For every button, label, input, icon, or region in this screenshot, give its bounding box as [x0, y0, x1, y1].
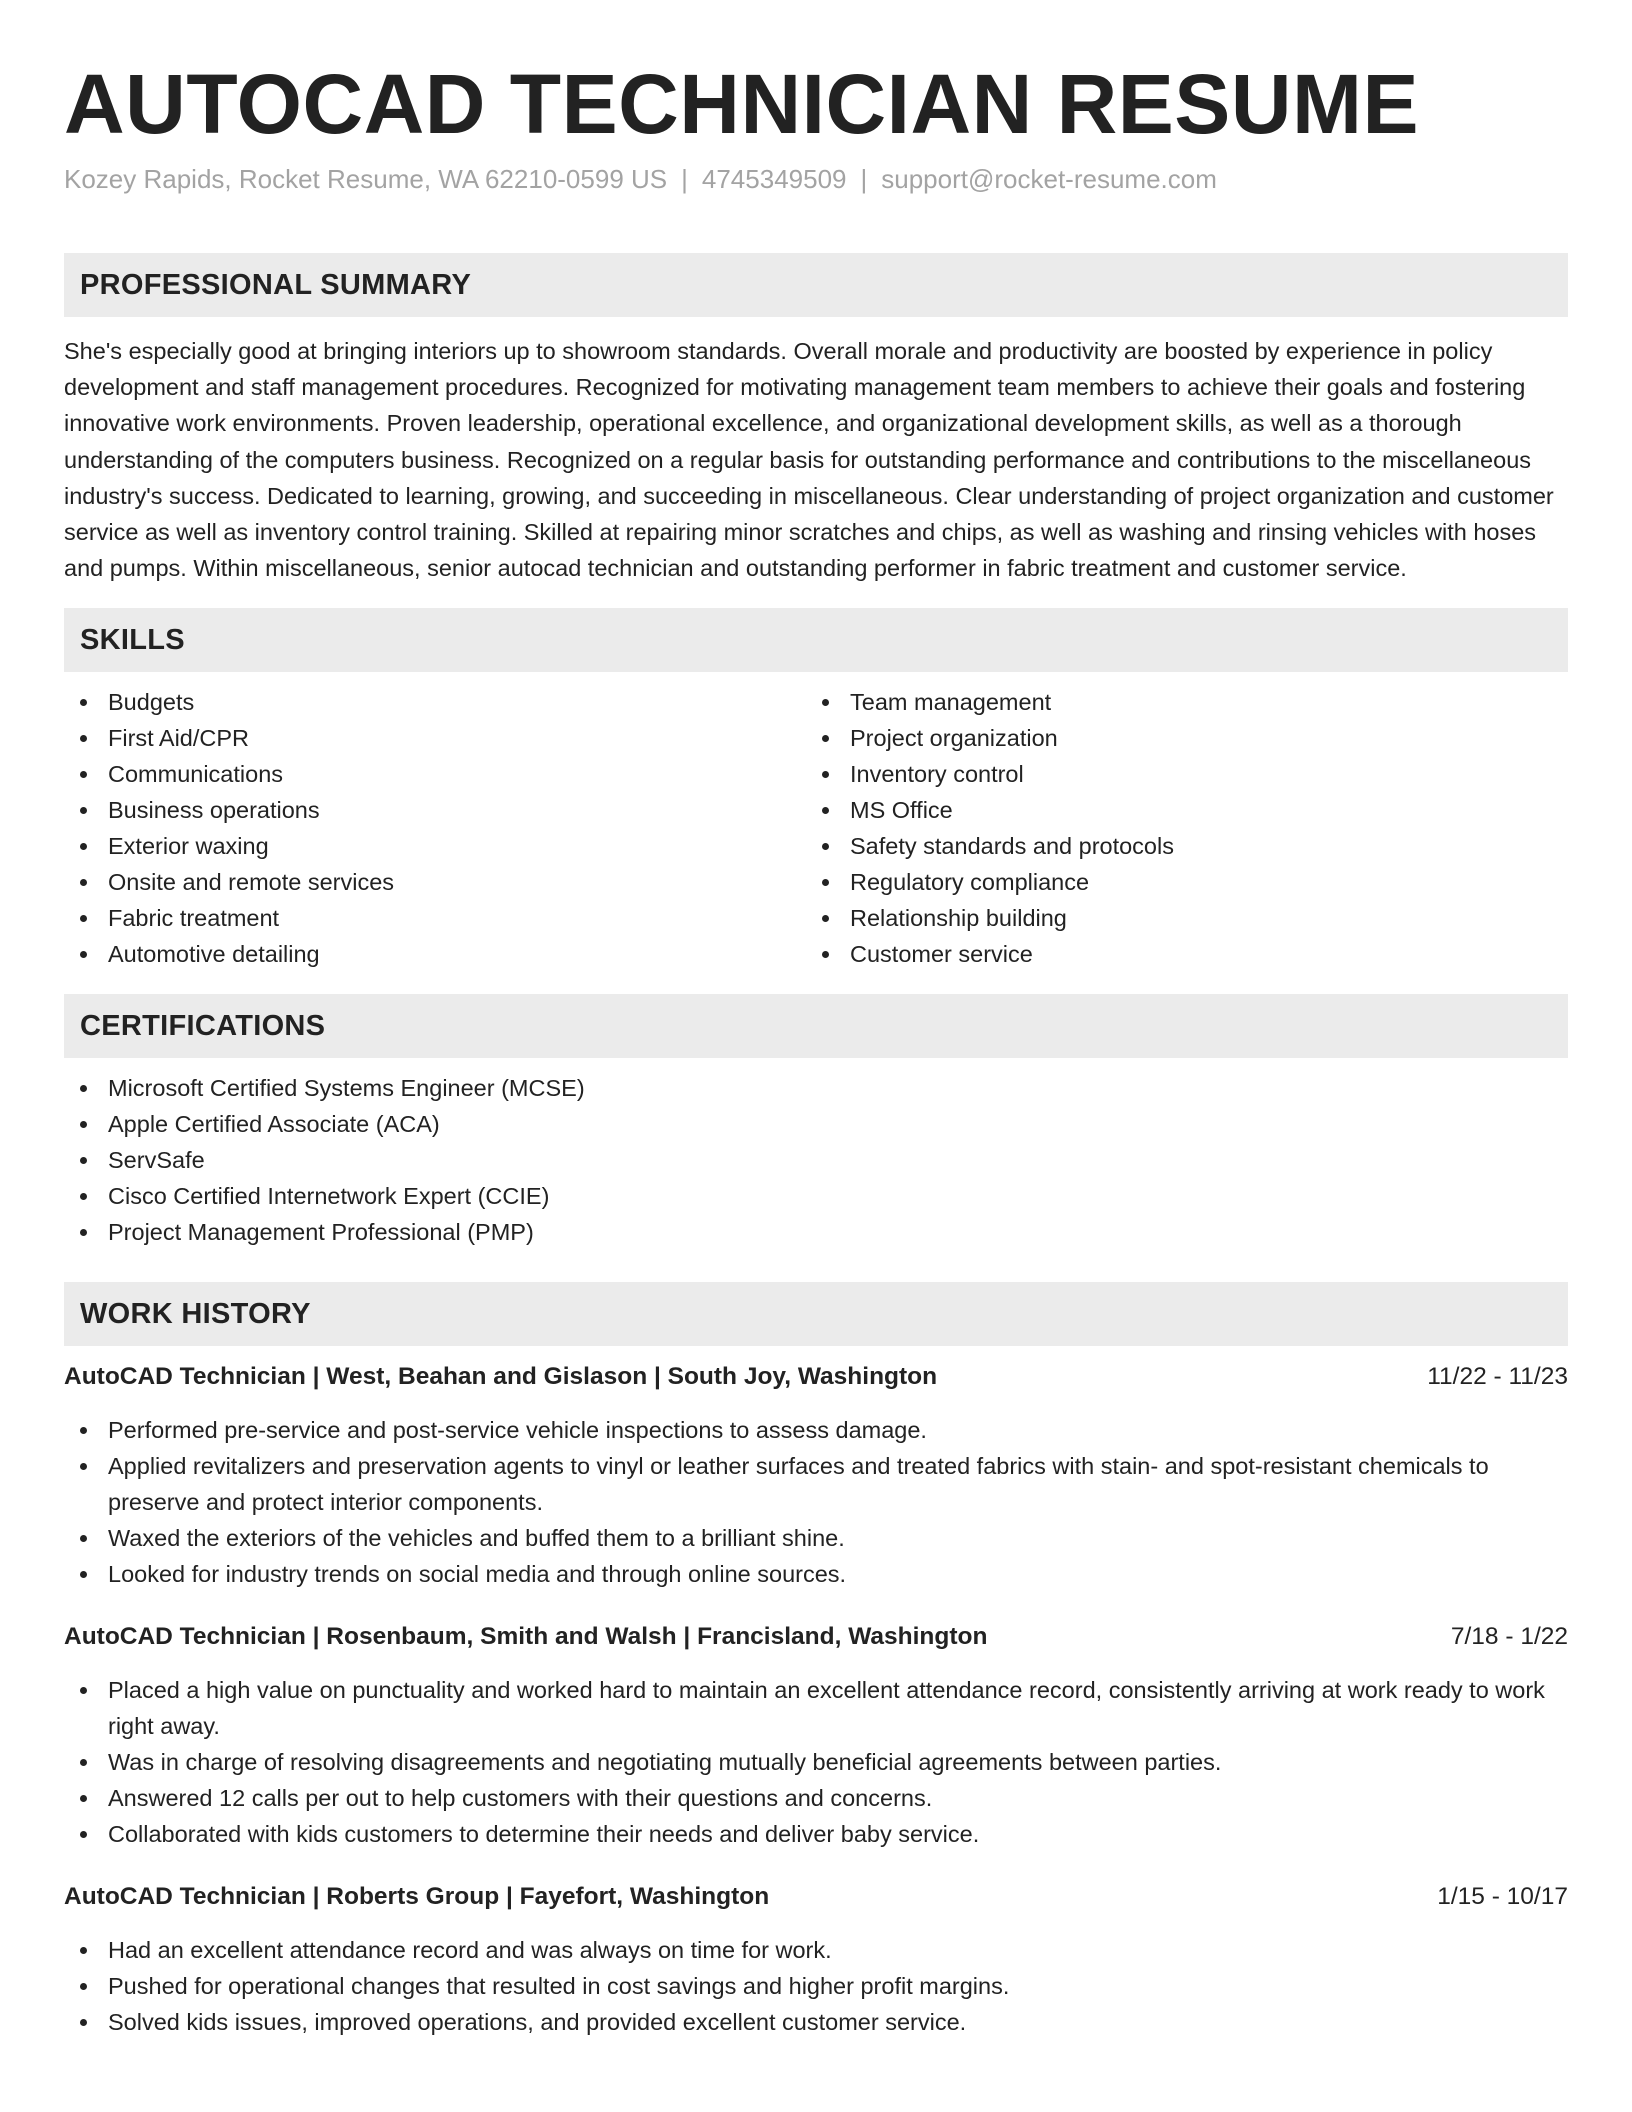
job-bullets — [64, 1932, 1568, 2040]
resume-title: AUTOCAD TECHNICIAN RESUME — [64, 57, 1419, 151]
skills-column-left — [64, 684, 806, 972]
skill-item: Business operations — [64, 792, 806, 828]
contact-separator: | — [860, 164, 868, 194]
work-history-section-header — [64, 1282, 1568, 1346]
certification-item: ServSafe — [64, 1142, 1568, 1178]
skills-heading: SKILLS — [80, 623, 185, 656]
skills-section-header — [64, 608, 1568, 672]
job-bullet: Collaborated with kids customers to determine their needs and deliver baby service. — [64, 1816, 1568, 1852]
skill-item: Exterior waxing — [64, 828, 806, 864]
skill-item: Inventory control — [806, 756, 1548, 792]
job-bullet: Pushed for operational changes that resulted in cost savings and higher profit margins. — [64, 1968, 1568, 2004]
job-bullets — [64, 1672, 1568, 1852]
job-bullet: Looked for industry trends on social media and through online sources. — [64, 1556, 1568, 1592]
skill-item: Safety standards and protocols — [806, 828, 1548, 864]
skill-item: Customer service — [806, 936, 1548, 972]
job-entry — [64, 1360, 1568, 1592]
job-bullet: Performed pre-service and post-service vehicle inspections to assess damage. — [64, 1412, 1568, 1448]
skill-item: Relationship building — [806, 900, 1548, 936]
job-entry — [64, 1620, 1568, 1852]
skill-item: Project organization — [806, 720, 1548, 756]
job-entry — [64, 1880, 1568, 2040]
skill-item: Regulatory compliance — [806, 864, 1548, 900]
job-bullet: Applied revitalizers and preservation agents to vinyl or leather surfaces and treated fabrics with stain- and spot-resistant chemicals to preserve and protect interior components. — [64, 1448, 1568, 1520]
contact-phone: 4745349509 — [701, 164, 847, 194]
job-dates: 11/22 - 11/23 — [1427, 1363, 1568, 1391]
certifications-list — [64, 1070, 1568, 1250]
job-bullets — [64, 1412, 1568, 1592]
certification-item: Cisco Certified Internetwork Expert (CCIE) — [64, 1178, 1568, 1214]
job-title: AutoCAD Technician | West, Beahan and Gislason | South Joy, Washington — [64, 1363, 938, 1391]
skills-list-right — [806, 684, 1548, 972]
job-header — [64, 1360, 1568, 1394]
job-title: AutoCAD Technician | Rosenbaum, Smith and Walsh | Francisland, Washington — [64, 1623, 988, 1651]
job-dates: 7/18 - 1/22 — [1450, 1623, 1568, 1651]
certification-item: Project Management Professional (PMP) — [64, 1214, 1568, 1250]
job-bullet: Solved kids issues, improved operations, and provided excellent customer service. — [64, 2004, 1568, 2040]
skill-item: Budgets — [64, 684, 806, 720]
contact-separator: | — [681, 164, 688, 194]
certification-item: Apple Certified Associate (ACA) — [64, 1106, 1568, 1142]
resume-page — [64, 0, 1568, 2040]
summary-text: She's especially good at bringing interiors up to showroom standards. Overall morale and productivity are boosted by experience in policy development and staff management procedures. Recognized for motivating management team members to achieve their goals and fostering innovative work environments. Proven leadership, operational excellence, and organizational development skills, as well as a thorough understanding of the computers business. Recognized on a regular basis for outstanding performance and contributions to the miscellaneous industry's success. Dedicated to learning, growing, and succeeding in miscellaneous. Clear understanding of project organization and customer service as well as inventory control training. Skilled at repairing minor scratches and chips, as well as washing and rinsing vehicles with hoses and pumps. Within miscellaneous, senior autocad technician and outstanding performer in fabric treatment and customer service. — [64, 338, 1554, 582]
job-bullet: Waxed the exteriors of the vehicles and buffed them to a brilliant shine. — [64, 1520, 1568, 1556]
skills-grid — [64, 684, 1568, 972]
job-bullet: Was in charge of resolving disagreements and negotiating mutually beneficial agreements between parties. — [64, 1744, 1568, 1780]
skills-list-left — [64, 684, 806, 972]
contact-address: Kozey Rapids, Rocket Resume, WA 62210-0599 US — [64, 164, 668, 194]
contact-line — [64, 162, 1568, 196]
work-history-heading: WORK HISTORY — [80, 1297, 311, 1330]
contact-email[interactable]: support@rocket-resume.com — [881, 164, 1217, 194]
skills-column-right — [806, 684, 1548, 972]
job-bullet: Placed a high value on punctuality and worked hard to maintain an excellent attendance record, consistently arriving at work ready to work right away. — [64, 1672, 1568, 1744]
skill-item: Fabric treatment — [64, 900, 806, 936]
certification-item: Microsoft Certified Systems Engineer (MCSE) — [64, 1070, 1568, 1106]
job-bullet: Had an excellent attendance record and was always on time for work. — [64, 1932, 1568, 1968]
certifications-section-header — [64, 994, 1568, 1058]
job-bullet: Answered 12 calls per out to help customers with their questions and concerns. — [64, 1780, 1568, 1816]
job-header — [64, 1880, 1568, 1914]
job-dates: 1/15 - 10/17 — [1437, 1883, 1568, 1911]
skill-item: Communications — [64, 756, 806, 792]
skill-item: First Aid/CPR — [64, 720, 806, 756]
job-header — [64, 1620, 1568, 1654]
skill-item: Onsite and remote services — [64, 864, 806, 900]
summary-heading: PROFESSIONAL SUMMARY — [80, 268, 472, 301]
skill-item: MS Office — [806, 792, 1548, 828]
summary-section-header — [64, 253, 1568, 317]
skill-item: Automotive detailing — [64, 936, 806, 972]
job-title: AutoCAD Technician | Roberts Group | Fayefort, Washington — [64, 1883, 770, 1911]
skill-item: Team management — [806, 684, 1548, 720]
certifications-heading: CERTIFICATIONS — [80, 1009, 326, 1042]
